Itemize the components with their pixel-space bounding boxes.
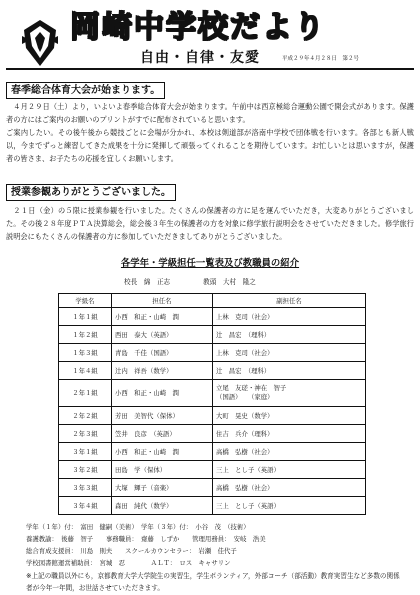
- class-name: ２年２組: [59, 407, 112, 425]
- homeroom-teacher: 森田 純代（数学）: [112, 497, 213, 515]
- table-row: [59, 326, 366, 344]
- column-header: 担任名: [112, 294, 213, 308]
- class-name: ３年４組: [59, 497, 112, 515]
- sub-homeroom-teacher: 三上 とし子（英語）: [213, 497, 366, 515]
- sub-homeroom-teacher: 高橋 弘樹（社会）: [213, 479, 366, 497]
- newsletter-title: 岡崎中学校だより: [70, 10, 326, 45]
- issue-date: 平成２９年４月２８日 第２号: [282, 56, 360, 62]
- table-row: [59, 425, 366, 443]
- section-body-open-class: [6, 204, 414, 243]
- sub-homeroom-teacher: 三上 とし子（英語）: [213, 461, 366, 479]
- table-row: [59, 443, 366, 461]
- homeroom-teacher: 西田 泰大（英語）: [112, 326, 213, 344]
- table-row: [59, 461, 366, 479]
- homeroom-teacher: 笠井 良彦 （英語）: [112, 425, 213, 443]
- section-heading-sports-meet: 春季総合体育大会が始まります。: [6, 82, 165, 99]
- section-heading-open-class: 授業参観ありがとうございました。: [6, 184, 176, 201]
- column-header: 副担任名: [213, 294, 366, 308]
- staff-footnote: ※上記の職員以外にも，京都教育大学大学院生の実習生，学生ボランティア，外部コーチ（部活動）教育実習生など多数の関係者が今年一年間，お世話させていただきます。: [26, 572, 400, 592]
- sub-homeroom-teacher: 大町 晃史（数学）: [213, 407, 366, 425]
- homeroom-table: [58, 293, 366, 515]
- school-motto: 自由・自律・友愛: [140, 50, 260, 66]
- column-header: 学級名: [59, 294, 112, 308]
- staff-line-support: 総合育成支援員： 川島 則夫 スクールカウンセラー： 岩瀬 佳代子: [26, 547, 237, 555]
- sub-homeroom-teacher: 上林 克司（社会）: [213, 344, 366, 362]
- staff-line-library-alt: 学校図書館運営補助員： 宮城 忍 ＡＬＴ： ロス キャサリン: [26, 559, 231, 567]
- staff-line-grade-advisors: 学年（１年）付： 富田 健嗣（美術） 学年（３年）付： 小谷 茂 （技術）: [26, 523, 250, 531]
- header-rule: [6, 68, 414, 70]
- section-body-sports-meet: [6, 100, 414, 165]
- class-name: ３年３組: [59, 479, 112, 497]
- principal-vice-principal: 校長 綿 正志 教頭 大村 隆之: [124, 278, 256, 286]
- homeroom-teacher: 大塚 輝子（音楽）: [112, 479, 213, 497]
- table-row: [59, 407, 366, 425]
- staff-panel-title: 各学年・学級担任一覧表及び教職員の紹介: [120, 258, 300, 269]
- homeroom-teacher: 田島 学（保体）: [112, 461, 213, 479]
- sub-homeroom-teacher: 辻 昌宏 （理科）: [213, 362, 366, 380]
- class-name: １年２組: [59, 326, 112, 344]
- class-name: ３年２組: [59, 461, 112, 479]
- staff-line-nurse-office: 養護教諭： 後藤 智子 事務職員： 齋藤 しずか 管理用務員： 安岐 浩美: [26, 535, 266, 543]
- homeroom-teacher: 辻内 祥吾（数学）: [112, 362, 213, 380]
- table-row: [59, 344, 366, 362]
- class-name: １年１組: [59, 308, 112, 326]
- table-row: [59, 308, 366, 326]
- table-row: [59, 362, 366, 380]
- homeroom-teacher: 青島 千佳（国語）: [112, 344, 213, 362]
- homeroom-teacher: 小西 和正・山崎 潤: [112, 443, 213, 461]
- sub-homeroom-teacher: 上林 克司（社会）: [213, 308, 366, 326]
- sub-homeroom-teacher: 高橋 弘樹（社会）: [213, 443, 366, 461]
- paragraph: ４月２９日（土）より，いよいよ春季総合体育大会が始まります。午前中は西京極総合運動公園で開会式があります。保護者の方にはご案内のお願いのプリントがすでに配布されていると思います。: [6, 102, 414, 124]
- sub-homeroom-teacher: 住吉 兵介（理科）: [213, 425, 366, 443]
- class-name: １年４組: [59, 362, 112, 380]
- sub-homeroom-teacher: 辻 昌宏 （理科）: [213, 326, 366, 344]
- homeroom-teacher: 小西 和正・山崎 潤: [112, 380, 213, 407]
- table-row: [59, 479, 366, 497]
- class-name: ２年３組: [59, 425, 112, 443]
- homeroom-teacher: 小西 和正・山崎 潤: [112, 308, 213, 326]
- class-name: ３年１組: [59, 443, 112, 461]
- class-name: １年３組: [59, 344, 112, 362]
- paragraph: ご案内したい。その後午後から競技ごとに会場が分かれ、本校は剣道部が洛南中学校で団体戦を行います。各部とも新人戦以，今までずっと練習してきた成果を十分に発揮して頑張ってくれることを期待しています。お忙しいとは思いますが，保護者の皆さま、お子たちの応援を宜しくお願いします。: [6, 128, 414, 163]
- table-row: [59, 497, 366, 515]
- homeroom-teacher: 芳田 美智代（保体）: [112, 407, 213, 425]
- table-row: [59, 380, 366, 407]
- school-crest-logo: [20, 18, 60, 68]
- sub-homeroom-teacher: 立尾 友瑳・神在 智子 （国語） （家庭）: [213, 380, 366, 407]
- paragraph: ２１日（金）の５限に授業参観を行いました。たくさんの保護者の方に足を運んでいただき，大変ありがとうございました。その後２８年度ＰＴＡ決算総会，総会後３年生の保護者の方を対象に修学旅行説明会をさせていただきました。修学旅行説明会にもたくさんの保護者の方に参加していただきましてありがとうございました。: [6, 206, 414, 241]
- class-name: ２年１組: [59, 380, 112, 407]
- table-header-row: [59, 294, 366, 308]
